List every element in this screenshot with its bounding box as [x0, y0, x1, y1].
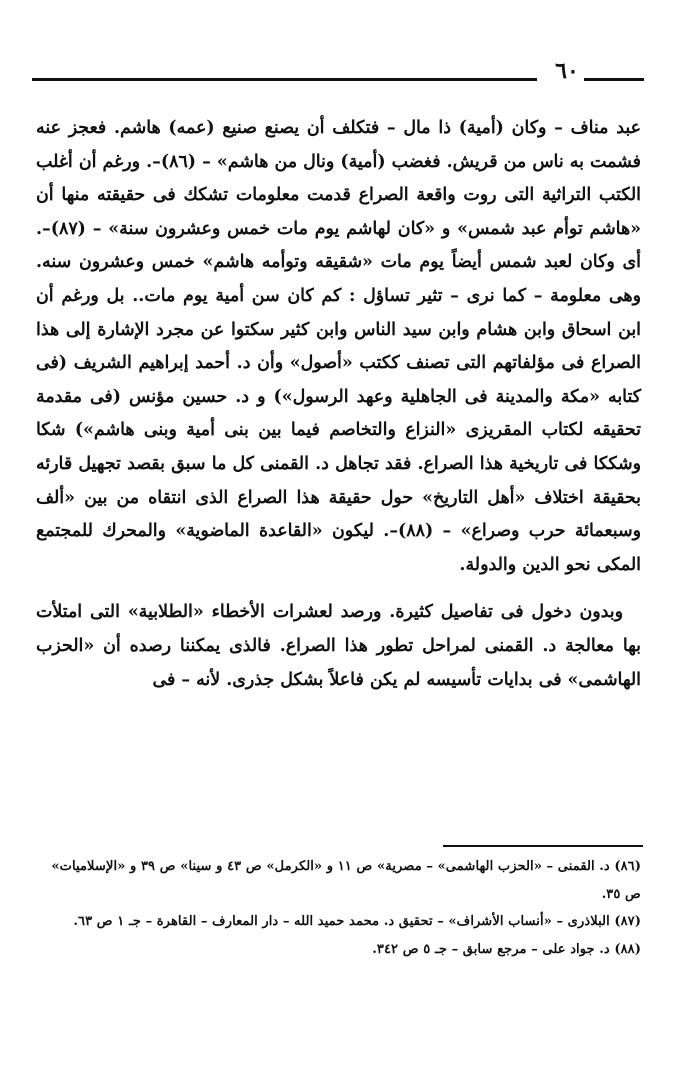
header-rule	[32, 78, 537, 81]
page-number: ٦٠	[555, 58, 579, 84]
footnote-separator	[443, 845, 643, 847]
footnote-86: (٨٦) د. القمنى – «الحزب الهاشمى» – مصرية» ص ١١ و «الكرمل» ص ٤٣ و سينا» ص ٣٩ و «الإسلاميات» ص ٣٥.	[51, 859, 641, 902]
paragraph: وبدون دخول فى تفاصيل كثيرة. ورصد لعشرات الأخطاء «الطلابية» التى امتلأت بها معالجة د. القمنى لمراحل تطور هذا الصراع. فالذى يمكننا رصده أن «الحزب الهاشمى» فى بدايات تأسيسه لم يكن فاعلاً بشكل جذرى. لأنه – فى	[36, 602, 641, 690]
page-header	[32, 60, 644, 90]
footnote-88: (٨٨) د. جواد على – مرجع سابق – جـ ٥ ص ٣٤٢.	[372, 941, 641, 957]
footnotes	[36, 853, 641, 963]
paragraph: عبد مناف – وكان (أمية) ذا مال – فتكلف أن يصنع صنيع (عمه) هاشم. فعجز عنه فشمت به ناس من قريش. فغضب (أمية) ونال من هاشم» – (٨٦)–. ورغم أن أغلب الكتب التراثية التى روت واقعة الصراع قدمت معلومات تشكك فى حقيقته منها أن «هاشم توأم عبد شمس» و «كان لهاشم يوم مات خمس وعشرون سنة» – (٨٧)–. أى وكان لعبد شمس أيضاً يوم مات «شقيقه وتوأمه هاشم» خمس وعشرون سنه. وهى معلومة – كما نرى – تثير تساؤل : كم كان سن أمية يوم مات.. بل ورغم أن ابن اسحاق وابن هشام وابن سيد الناس وابن كثير سكتوا عن مجرد الإشارة إلى هذا الصراع فى مؤلفاتهم التى تصنف ككتب «أصول» وأن د. أحمد إبراهيم الشريف (فى كتابه «مكة والمدينة فى الجاهلية وعهد الرسول») و د. حسين مؤنس (فى مقدمة تحقيقه لكتاب المقريزى «النزاع والتخاصم فيما بين بنى أمية وبنى هاشم») شكا وشككا فى تاريخية هذا الصراع. فقد تجاهل د. القمنى كل ما سبق بقصد تجهيل قارئه بحقيقة اختلاف «أهل التاريخ» حول حقيقة هذا الصراع الذى انتقاه من بين «ألف وسبعمائة حرب وصراع» – (٨٨)–. ليكون «القاعدة الماضوية» والمحرك للمجتمع المكى نحو الدين والدولة.	[36, 118, 641, 575]
footnote-87: (٨٧) البلاذرى – «أنساب الأشراف» – تحقيق د. محمد حميد الله – دار المعارف – القاهرة – جـ ١ ص ٦٣.	[73, 914, 641, 929]
header-rule-short	[584, 78, 644, 81]
body-text	[36, 112, 641, 697]
